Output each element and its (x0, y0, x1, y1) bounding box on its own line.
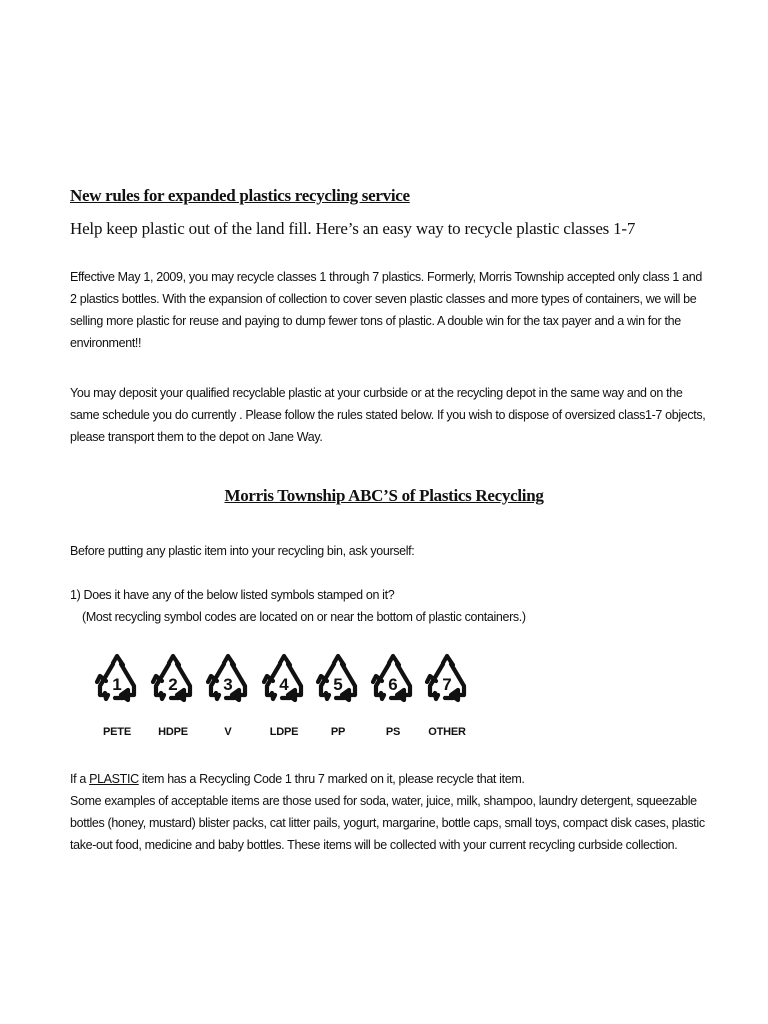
section-heading (0, 486, 768, 506)
deposit-paragraph (70, 382, 710, 448)
paragraph-text: Before putting any plastic item into your recycling bin, ask yourself: (70, 544, 415, 558)
document-title: New rules for expanded plastics recycling service (70, 186, 410, 205)
symbol-code: 6 (388, 675, 398, 694)
document-subtitle: Help keep plastic out of the land fill. Here’s an easy way to recycle plastic classes 1-7 (70, 219, 636, 238)
symbol-abbreviation: PP (330, 726, 346, 738)
symbol-code: 4 (279, 675, 289, 694)
recycling-symbol-5 (313, 652, 363, 747)
symbol-code: 1 (112, 675, 122, 694)
symbol-abbreviation: OTHER (428, 726, 466, 738)
recycling-symbol-1 (92, 652, 142, 747)
symbol-code: 2 (168, 675, 178, 694)
symbol-abbreviation: PS (385, 726, 401, 738)
intro-paragraph (70, 266, 710, 354)
section-heading-text: Morris Township ABC’S of Plastics Recycling (224, 486, 544, 505)
symbol-abbreviation: V (224, 726, 232, 738)
symbol-code: 3 (223, 675, 233, 694)
recycling-symbol-7 (422, 652, 472, 747)
paragraph-text: Effective May 1, 2009, you may recycle classes 1 through 7 plastics. Formerly, Morris Township accepted only class 1 and 2 plastics bottles. With the expansion of collection to cover seven plastic classes and more types of containers, we will be selling more plastic for reuse and paying to dump fewer tons of plastic. A double win for the tax payer and a win for the environment!! (70, 270, 702, 350)
symbol-code: 7 (442, 675, 452, 694)
recycling-symbol-2 (148, 652, 198, 747)
examples-paragraph (70, 768, 710, 856)
question-text: 1) Does it have any of the below listed symbols stamped on it? (70, 588, 395, 602)
question-note: (Most recycling symbol codes are located on or near the bottom of plastic containers.) (82, 610, 526, 624)
recycling-symbol-4 (259, 652, 309, 747)
recycle-instruction (70, 768, 710, 790)
question-intro (70, 540, 710, 562)
symbol-abbreviation: LDPE (269, 726, 299, 738)
text-suffix: item has a Recycling Code 1 thru 7 marked on it, please recycle that item. (138, 772, 525, 786)
text-prefix: If a (70, 772, 90, 786)
plastic-emphasis: PLASTIC (89, 772, 139, 786)
examples-text: Some examples of acceptable items are those used for soda, water, juice, milk, shampoo, laundry detergent, squeezable bottles (honey, mustard) blister packs, cat litter pails, yogurt, margarine, bottle caps, small toys, compact disk cases, plastic take-out food, medicine and baby bottles. These items will be collected with your current recycling curbside collection. (70, 794, 705, 852)
recycling-symbols-row (92, 652, 472, 747)
question-1 (70, 584, 710, 628)
symbol-code: 5 (333, 675, 343, 694)
symbol-abbreviation: PETE (103, 726, 131, 738)
recycling-symbol-3 (203, 652, 253, 747)
recycling-symbol-6 (368, 652, 418, 747)
symbol-abbreviation: HDPE (158, 726, 188, 738)
paragraph-text: You may deposit your qualified recyclable plastic at your curbside or at the recycling depot in the same way and on the same schedule you do currently . Please follow the rules stated below. If you wish to dispose of oversized class1-7 objects, please transport them to the depot on Jane Way. (70, 386, 706, 444)
